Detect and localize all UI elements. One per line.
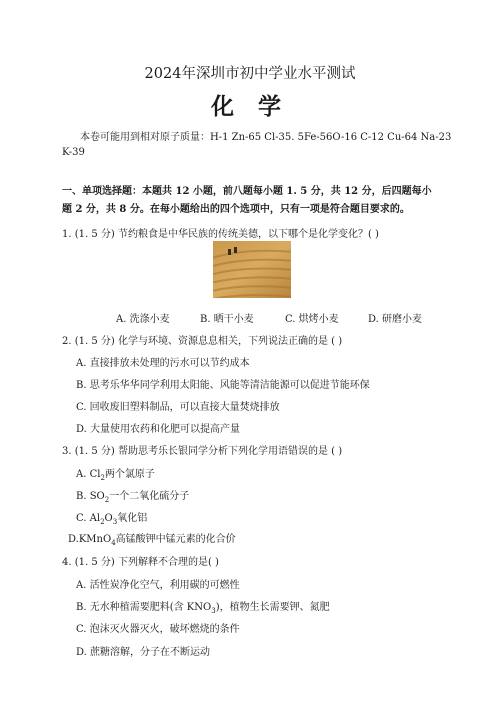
option-text: 两个氯原子 bbox=[104, 469, 155, 480]
question-1-stem: 1. (1. 5 分) 节约粮食是中华民族的传统美德，以下哪个是化学变化？( ) bbox=[62, 229, 379, 240]
option-text: 高锰酸钾中锰元素的化合价 bbox=[115, 534, 236, 545]
atomic-mass-line2: K-39 bbox=[62, 147, 85, 158]
formula-text: O bbox=[104, 513, 113, 524]
option-text: 氧化铝 bbox=[117, 513, 148, 524]
question-2-stem: 2. (1. 5 分) 化学与环境、资源息息相关，下列说法正确的是 ( ) bbox=[62, 336, 343, 347]
question-1-option-b: B. 晒干小麦 bbox=[200, 314, 254, 325]
question-3-option-c bbox=[76, 509, 147, 526]
wheat-field-photo bbox=[213, 241, 291, 298]
option-text: B. 无水种植需要肥料(含 KNO bbox=[76, 602, 212, 613]
formula-subscript: 2 bbox=[104, 496, 110, 504]
question-4-option-b bbox=[76, 598, 330, 615]
question-4-option-d: D. 蔗糖溶解，分子在不断运动 bbox=[76, 647, 211, 658]
formula-text: C. Al bbox=[76, 513, 101, 524]
question-3-stem: 3. (1. 5 分) 帮助思考乐长银同学分析下列化学用语错误的是 ( ) bbox=[62, 446, 343, 457]
question-1-option-c: C. 烘烤小麦 bbox=[285, 314, 339, 325]
subject-title: 化 学 bbox=[210, 93, 289, 120]
option-text: )，植物生长需要钾、氮肥 bbox=[215, 602, 330, 613]
section-heading: 一、单项选择题：本题共 12 小题，前八题每小题 1. 5 分，共 12 分，后四题每小题 2 分，共 8 分。在每小题给出的四个选项中，只有一项是符合题目要求的。 bbox=[62, 186, 432, 215]
question-3-option-b bbox=[76, 487, 189, 504]
question-2-option-b: B. 思考乐华华同学利用太阳能、风能等清洁能源可以促进节能环保 bbox=[76, 380, 370, 391]
question-2-option-c: C. 回收废旧塑料制品，可以直接大量焚烧排放 bbox=[76, 402, 280, 413]
formula-subscript: 3 bbox=[211, 607, 216, 615]
question-4-option-a: A. 活性炭净化空气，利用碳的可燃性 bbox=[76, 580, 240, 591]
formula-subscript: 2 bbox=[100, 474, 105, 482]
formula-text: D.KMnO bbox=[68, 534, 112, 545]
formula-text: B. SO bbox=[76, 491, 105, 502]
formula-subscript: 3 bbox=[112, 518, 118, 526]
atomic-mass-line1: 本卷可能用到相对原子质量：H-1 Zn-65 Cl-35. 5Fe-56O-16 C-12 Cu-64 Na-23 bbox=[80, 132, 452, 143]
question-3-option-a bbox=[76, 465, 155, 482]
formula-text: A. Cl bbox=[76, 469, 101, 480]
question-2-option-d: D. 大量使用农药和化肥可以提高产量 bbox=[76, 424, 241, 435]
wheat-field-image bbox=[213, 241, 291, 298]
question-3-option-d bbox=[68, 530, 236, 547]
formula-subscript: 2 bbox=[100, 518, 105, 526]
formula-subscript: 4 bbox=[111, 539, 116, 547]
question-2-option-a: A. 直接排放未处理的污水可以节约成本 bbox=[76, 358, 250, 369]
question-4-option-c: C. 泡沫灭火器灭火，破坏燃烧的条件 bbox=[76, 624, 240, 635]
question-4-stem: 4. (1. 5 分) 下列解释不合理的是( ) bbox=[62, 557, 219, 568]
option-text: 一个二氧化硫分子 bbox=[109, 491, 190, 502]
question-1-option-a: A. 洗涤小麦 bbox=[116, 314, 170, 325]
exam-title: 2024年深圳市初中学业水平测试 bbox=[144, 66, 356, 82]
question-1-option-d: D. 研磨小麦 bbox=[368, 314, 423, 325]
